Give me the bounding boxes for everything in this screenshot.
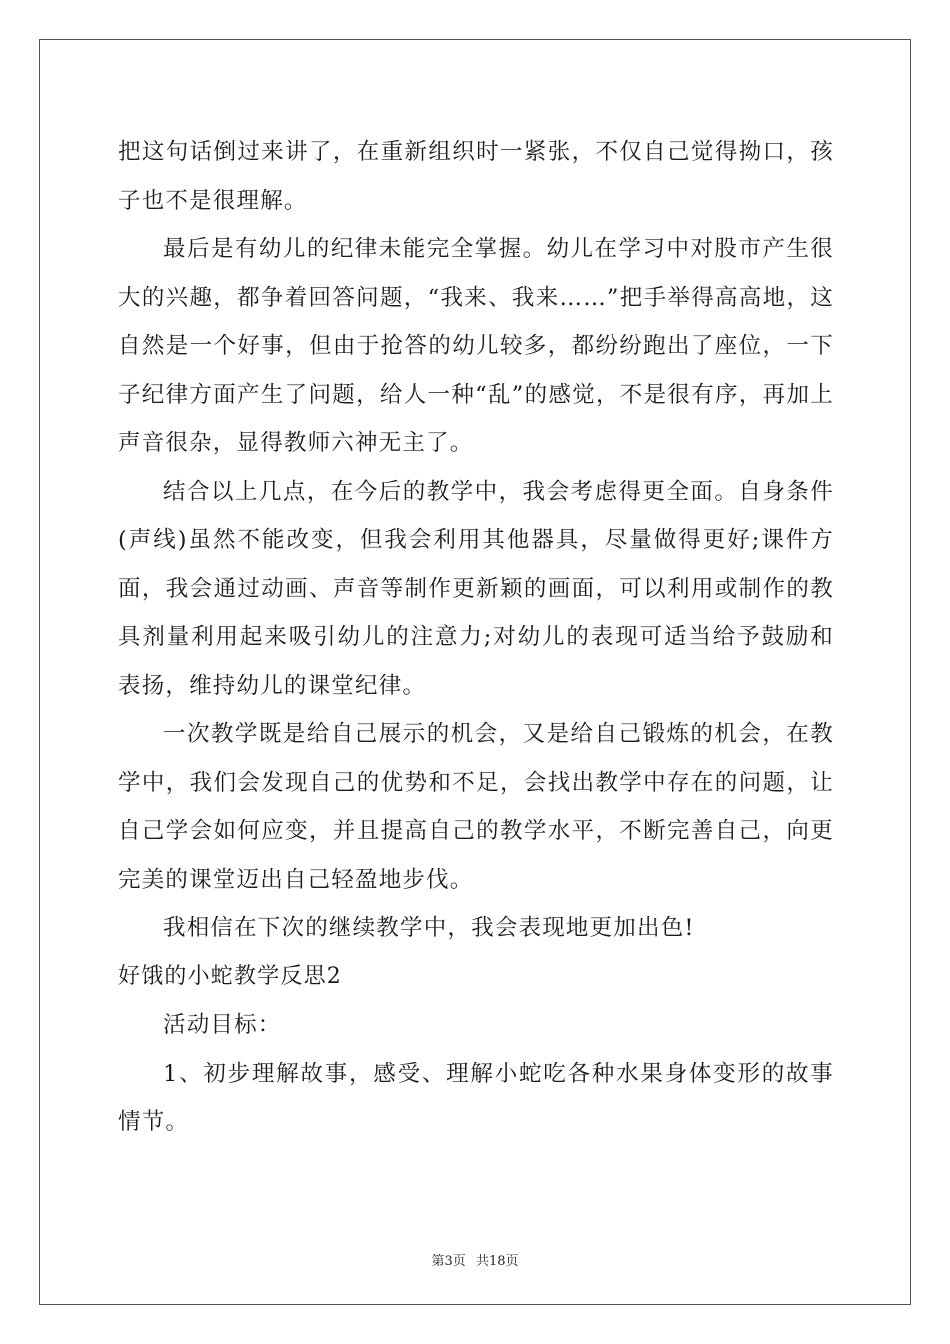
page-footer (0, 1250, 950, 1269)
paragraph-confidence: 我相信在下次的继续教学中，我会表现地更加出色! (163, 915, 695, 941)
section-title: 好饿的小蛇教学反思2 (118, 963, 342, 989)
activity-goals-label: 活动目标： (163, 1012, 282, 1038)
goal-item-1: 1、初步理解故事，感受、理解小蛇吃各种水果身体变形的故事情节。 (118, 1060, 834, 1135)
page-number: 第3页 (431, 1254, 466, 1269)
paragraph-reflection: 一次教学既是给自己展示的机会，又是给自己锻炼的机会，在教学中，我们会发现自己的优势和不足，会找出教学中存在的问题，让自己学会如何应变，并且提高自己的教学水平，不断完善自己，向更完美的课堂迈出自己轻盈地步伐。 (118, 721, 834, 893)
paragraph-improvements: 结合以上几点，在今后的教学中，我会考虑得更全面。自身条件(声线)虽然不能改变，但我会利用其他器具，尽量做得更好;课件方面，我会通过动画、声音等制作更新颖的画面，可以利用或制作的教具剂量利用起来吸引幼儿的注意力;对幼儿的表现可适当给予鼓励和表扬，维持幼儿的课堂纪律。 (118, 478, 834, 699)
page-total: 共18页 (475, 1254, 519, 1269)
paragraph-discipline: 最后是有幼儿的纪律未能完全掌握。幼儿在学习中对股市产生很大的兴趣，都争着回答问题，“我来、我来……”把手举得高高地，这自然是一个好事，但由于抢答的幼儿较多，都纷纷跑出了座位，一下子纪律方面产生了问题，给人一种“乱”的感觉，不是很有序，再加上声音很杂，显得教师六神无主了。 (118, 236, 834, 456)
document-body (118, 128, 834, 1147)
paragraph-continuation: 把这句话倒过来讲了，在重新组织时一紧张，不仅自己觉得拗口，孩子也不是很理解。 (118, 139, 834, 214)
